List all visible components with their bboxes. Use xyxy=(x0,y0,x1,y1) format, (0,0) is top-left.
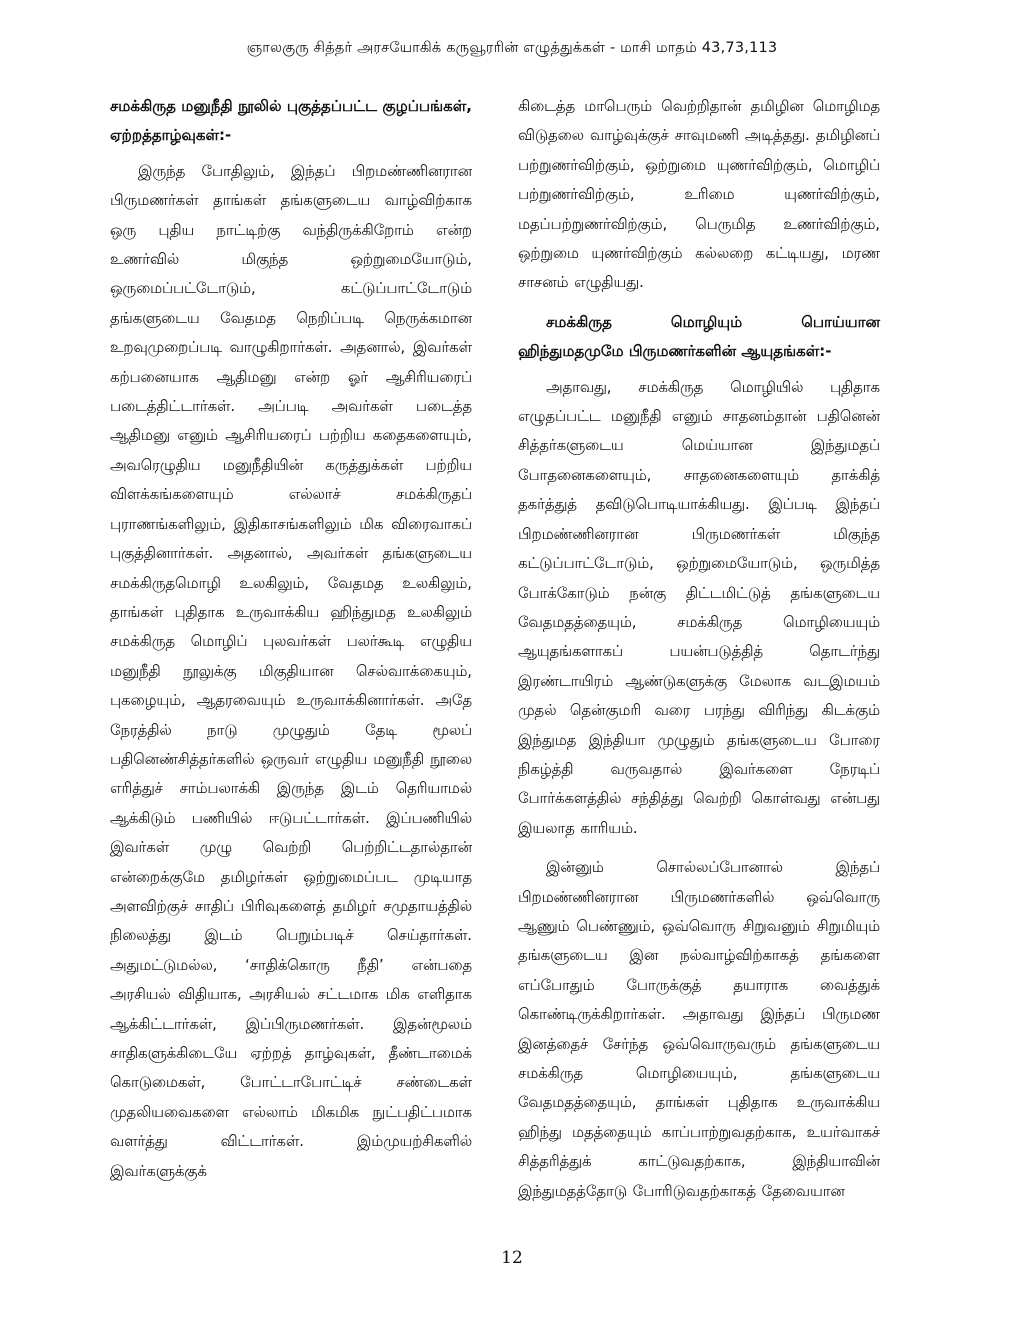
section-heading-weapons: சமக்கிருத மொழியும் பொய்யான ஹிந்துமதமுமே பிருமணர்களின் ஆயுதங்கள்:- xyxy=(518,312,880,361)
right-column xyxy=(518,92,880,1206)
body-paragraph: அதாவது, சமக்கிருத மொழியில் புதிதாக எழுதப்பட்ட மனுநீதி எனும் சாதனம்தான் பதினென் சித்தர்களுடைய மெய்யான இந்துமதப் போதனைகளையும், சாதனைகளையும் தாக்கித் தகர்த்துத் தவிடுபொடியாக்கியது. இப்படி இந்தப் பிறமண்ணினரான பிருமணர்கள் மிகுந்த கட்டுப்பாட்டோடும், ஒற்றுமையோடும், ஒருமித்த போக்கோடும் நன்கு திட்டமிட்டுத் தங்களுடைய வேதமதத்தையும், சமக்கிருத மொழியையும் ஆயுதங்களாகப் பயன்படுத்தித் தொடர்ந்து இரண்டாயிரம் ஆண்டுகளுக்கு மேலாக வடஇமயம் முதல் தென்குமரி வரை பரந்து விரிந்து கிடக்கும் இந்துமத இந்தியா முழுதும் தங்களுடைய போரை நிகழ்த்தி வருவதால் இவர்களை நேரடிப் போர்க்களத்தில் சந்தித்து வெற்றி கொள்வது என்பது இயலாத காரியம். xyxy=(518,378,880,837)
running-header: ஞாலகுரு சித்தர் அரசயோகிக் கருவூரரின் எழுத்துக்கள் - மாசி மாதம் 43,73,113 xyxy=(246,40,778,56)
page-number: 12 xyxy=(501,1248,523,1268)
body-paragraph: இருந்த போதிலும், இந்தப் பிறமண்ணினரான பிருமணர்கள் தாங்கள் தங்களுடைய வாழ்விற்காக ஒரு புதிய நாட்டிற்கு வந்திருக்கிறோம் என்ற உணர்வில் மிகுந்த ஒற்றுமையோடும், ஒருமைப்பட்டோடும், கட்டுப்பாட்டோடும் தங்களுடைய வேதமத நெறிப்படி நெருக்கமான உறவுமுறைப்படி வாழுகிறார்கள். அதனால், இவர்கள் கற்பனையாக ஆதிமனு என்ற ஓர் ஆசிரியரைப் படைத்திட்டார்கள். அப்படி அவர்கள் படைத்த ஆதிமனு எனும் ஆசிரியரைப் பற்றிய கதைகளையும், அவரெழுதிய மனுநீதியின் கருத்துக்கள் பற்றிய விளக்கங்களையும் எல்லாச் சமக்கிருதப் புராணங்களிலும், இதிகாசங்களிலும் மிக விரைவாகப் புகுத்தினார்கள். அதனால், அவர்கள் தங்களுடைய சமக்கிருதமொழி உலகிலும், வேதமத உலகிலும், தாங்கள் புதிதாக உருவாக்கிய ஹிந்துமத உலகிலும் சமக்கிருத மொழிப் புலவர்கள் பலர்கூடி எழுதிய மனுநீதி நூலுக்கு மிகுதியான செல்வாக்கையும், புகழையும், ஆதரவையும் உருவாக்கினார்கள். அதே நேரத்தில் நாடு முழுதும் தேடி மூலப் பதினெண்சித்தர்களில் ஒருவர் எழுதிய மனுநீதி நூலை எரித்துச் சாம்பலாக்கி இருந்த இடம் தெரியாமல் ஆக்கிடும் பணியில் ஈடுபட்டார்கள். இப்பணியில் இவர்கள் முழு வெற்றி பெற்றிட்டதால்தான் என்றைக்குமே தமிழர்கள் ஒற்றுமைப்பட முடியாத அளவிற்குச் சாதிப் பிரிவுகளைத் தமிழர் சமுதாயத்தில் நிலைத்து இடம் பெறும்படிச் செய்தார்கள். அதுமட்டுமல்ல, ‘சாதிக்கொரு நீதி’ என்பதை அரசியல் விதியாக, அரசியல் சட்டமாக மிக எளிதாக ஆக்கிட்டார்கள், இப்பிருமணர்கள். இதன்மூலம் சாதிகளுக்கிடையே ஏற்றத் தாழ்வுகள், தீண்டாமைக் கொடுமைகள், போட்டாபோட்டிச் சண்டைகள் முதலியவைகளை எல்லாம் மிகமிக நுட்பதிட்பமாக வளர்த்து விட்டார்கள். இம்முயற்சிகளில் இவர்களுக்குக் xyxy=(110,162,472,1180)
body-paragraph: இன்னும் சொல்லப்போனால் இந்தப் பிறமண்ணினரான பிருமணர்களில் ஒவ்வொரு ஆணும் பெண்ணும், ஒவ்வொரு சிறுவனும் சிறுமியும் தங்களுடைய இன நல்வாழ்விற்காகத் தங்களை எப்போதும் போருக்குத் தயாராக வைத்துக் கொண்டிருக்கிறார்கள். அதாவது இந்தப் பிருமண இனத்தைச் சேர்ந்த ஒவ்வொருவரும் தங்களுடைய சமக்கிருத மொழியையும், தங்களுடைய வேதமதத்தையும், தாங்கள் புதிதாக உருவாக்கிய ஹிந்து மதத்தையும் காப்பாற்றுவதற்காக, உயர்வாகச் சித்தரித்துக் காட்டுவதற்காக, இந்தியாவின் இந்துமதத்தோடு போரிடுவதற்காகத் தேவையான xyxy=(518,859,880,1200)
section-heading-manuneethi-confusions: சமக்கிருத மனுநீதி நூலில் புகுத்தப்பட்ட குழப்பங்கள், ஏற்றத்தாழ்வுகள்:- xyxy=(110,97,472,145)
left-column xyxy=(110,92,472,1186)
body-paragraph-continued: கிடைத்த மாபெரும் வெற்றிதான் தமிழின மொழிமத விடுதலை வாழ்வுக்குச் சாவுமணி அடித்தது. தமிழினப் பற்றுணர்விற்கும், ஒற்றுமை யுணர்விற்கும், மொழிப் பற்றுணர்விற்கும், உரிமை யுணர்விற்கும், மதப்பற்றுணர்விற்கும், பெருமித உணர்விற்கும், ஒற்றுமை யுணர்விற்கும் கல்லறை கட்டியது, மரண சாசனம் எழுதியது. xyxy=(518,98,880,292)
